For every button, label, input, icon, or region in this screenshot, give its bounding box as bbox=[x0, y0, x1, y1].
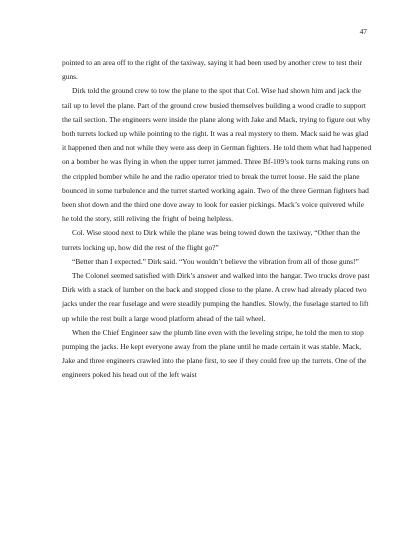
paragraph-2: Dirk told the ground crew to tow the plane to the spot that Col. Wise had shown him and jack the tail up to level the plane. Part of the ground crew busied themselves building a wood cradle to support the tail section. The engineers were inside the plane along with Jake and Mack, trying to figure out why both turrets locked up while pointing to the right. It was a real mystery to them. Mack said he was glad it happened then and not while they were ass deep in German fighters. He told them what had happened on a bomber he was flying in when the upper turret jammed. Three Bf-109’s took turns making runs on the crippled bomber while he and the radio operator tried to break the turret loose. He said the plane bounced in some turbulence and the turret started working again. Two of the three German fighters had been shot down and the third one dove away to look for easier pickings. Mack’s voice quivered while he told the story, still reliving the fright of being helpless. bbox=[62, 86, 372, 224]
paragraph-6: When the Chief Engineer saw the plumb line even with the leveling stripe, he told the men to stop pumping the jacks. He kept everyone away from the plane until he made certain it was stable. Mack, Jake and three engineers crawled into the plane first, to see if they could free up the turrets. One of the engineers poked his head out of the left waist bbox=[62, 327, 367, 380]
body-text bbox=[62, 56, 372, 383]
paragraph-1: pointed to an area off to the right of the taxiway, saying it had been used by another crew to test their guns. bbox=[62, 58, 363, 82]
paragraph-5: The Colonel seemed satisfied with Dirk’s answer and walked into the hangar. Two trucks drove past Dirk with a stack of lumber on the back and stopped close to the plane. A crew had already placed two jacks under the rear fuselage and were steadily pumping the handles. Slowly, the fuselage started to lift up while the rest built a large wood platform ahead of the tail wheel. bbox=[62, 271, 370, 323]
page-number: 47 bbox=[359, 27, 367, 36]
paragraph-4: “Better than I expected.” Dirk said. “You wouldn’t believe the vibration from all of those guns!” bbox=[72, 256, 359, 266]
paragraph-3: Col. Wise stood next to Dirk while the plane was being towed down the taxiway, “Other than the turrets locking up, how did the rest of the flight go?” bbox=[62, 228, 361, 252]
